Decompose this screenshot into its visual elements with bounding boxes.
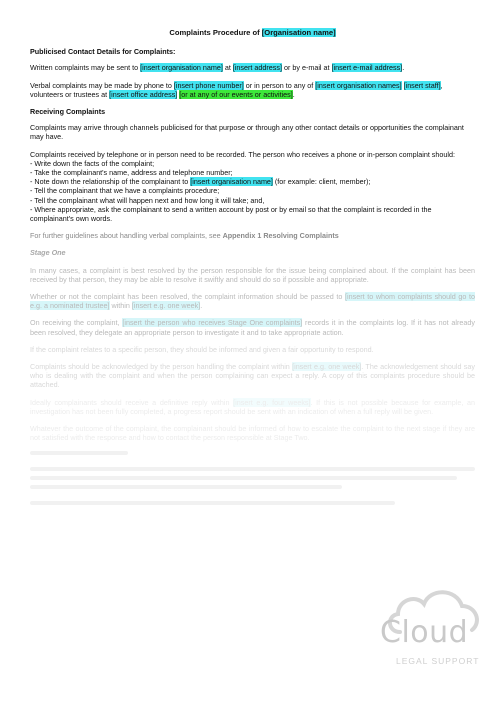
placeholder: [insert staff]: [403, 80, 441, 90]
placeholder: [insert address]: [232, 63, 282, 73]
stage-one-p3: [30, 318, 475, 336]
placeholder-green: [or at any of our events or activities]: [179, 89, 293, 99]
stage-one-p4: If the complaint relates to a specific person, they should be informed and given a fair opportunity to respond.: [30, 344, 374, 354]
faded-line: [30, 476, 457, 480]
placeholder: [insert e.g. one week]: [131, 301, 201, 311]
receiving-paragraph-2: [30, 150, 475, 224]
stage-one-p5: [30, 362, 475, 390]
text: or by e-mail at: [281, 63, 332, 73]
faded-line: [30, 467, 475, 471]
placeholder: [insert office address]: [109, 89, 178, 99]
text: For further guidelines about handling verbal complaints, see: [30, 231, 223, 241]
faded-remaining-text: [30, 451, 475, 505]
placeholder: [insert phone number]: [173, 80, 244, 90]
verbal-complaints-paragraph: [30, 81, 475, 99]
stage-one-p1: In many cases, a complaint is best resolved by the person responsible for the issue being complained about. If the complaint has been received by that person, they may be able to resolve it swiftly and should do so if possible and appropriate.: [30, 265, 475, 284]
placeholder: [insert to whom complaints should go to e.g. a nominated trustee]: [30, 292, 476, 311]
text: (for example: client, member);: [272, 177, 371, 187]
stage-one-p7: Whatever the outcome of the complaint, the complainant should be informed of how to escalate the complaint to the next stage if they are not satisfied with the response and how to contact the person responsible at Stage Two.: [30, 424, 475, 443]
placeholder: [insert organisation names]: [315, 80, 402, 90]
placeholder: [insert organisation name]: [140, 63, 223, 73]
title-text: Complaints Procedure of: [169, 28, 262, 37]
text: , volunteers or trustees at: [30, 80, 443, 99]
text: . If this is not possible because for example, an investigation has not been fully completed, a progress report should be sent with an indication of when a full reply will be given.: [30, 397, 476, 416]
bullet: - Note down the relationship of the complainant to: [30, 177, 191, 187]
bullet: - Tell the complainant what will happen next and how long it will take; and,: [30, 195, 265, 205]
text: .: [200, 301, 203, 311]
receiving-heading: Receiving Complaints: [30, 107, 106, 117]
logo-brand: Cloud: [380, 615, 469, 650]
text: Complaints should be acknowledged by the person handling the complaint within: [30, 362, 293, 372]
appendix-reference: Appendix 1 Resolving Complaints: [222, 231, 339, 241]
bullet: - Where appropriate, ask the complainant to send a written account by post or by email so that the complaint is recorded in the complainant's own words.: [30, 204, 432, 224]
stage-one-p6: [30, 398, 475, 416]
text: .: [402, 63, 405, 73]
contact-heading: Publicised Contact Details for Complaints:: [30, 47, 176, 57]
receiving-paragraph-1: Complaints may arrive through channels publicised for that purpose or through any other contact details or opportunities the complainant may have.: [30, 123, 464, 142]
written-complaints-paragraph: [30, 63, 475, 72]
text: Written complaints may be sent to: [30, 63, 141, 73]
text: Verbal complaints may be made by phone to: [30, 80, 174, 90]
text: records it in the complaints log. If it has not already been resolved, they delegate an appropriate person to investigate it and to take appropriate action.: [30, 318, 475, 337]
text: .: [292, 89, 295, 99]
text: Whether or not the complaint has been resolved, the complaint information should be passed to: [30, 292, 346, 302]
text: . The acknowledgement should say who is dealing with the complaint and when the person complaining can expect a reply. A copy of this complaints procedure should be attached.: [30, 362, 475, 390]
text: at: [222, 63, 233, 73]
text: or in person to any of: [243, 80, 316, 90]
stage-one-p2: [30, 292, 475, 310]
faded-line: [30, 485, 342, 489]
bullet: - Take the complainant's name, address and telephone number;: [30, 168, 233, 178]
stage-one-heading: Stage One: [30, 248, 66, 258]
text: Complaints received by telephone or in person need to be recorded. The person who receives a phone or in-person complaint should:: [30, 149, 455, 159]
faded-line: [30, 451, 128, 455]
guidelines-paragraph: [30, 231, 475, 240]
logo-subtitle: LEGAL SUPPORT: [396, 656, 480, 666]
text: On receiving the complaint,: [30, 318, 123, 328]
placeholder: [insert e.g. one week]: [292, 362, 362, 372]
text: Ideally complainants should receive a definitive reply within: [30, 397, 234, 407]
placeholder: [insert organisation name]: [190, 177, 273, 187]
org-name-placeholder: [Organisation name]: [261, 28, 336, 37]
faded-line: [30, 501, 395, 505]
document-page: [30, 28, 475, 510]
placeholder: [insert the person who receives Stage One complaints]: [122, 318, 303, 328]
text: within: [109, 301, 132, 311]
bullet: - Tell the complainant that we have a complaints procedure;: [30, 186, 220, 196]
placeholder: [insert e-mail address]: [331, 63, 403, 73]
page-title: [30, 28, 475, 37]
bullet: - Write down the facts of the complaint;: [30, 158, 155, 168]
placeholder: [insert e.g. four weeks]: [233, 397, 311, 407]
